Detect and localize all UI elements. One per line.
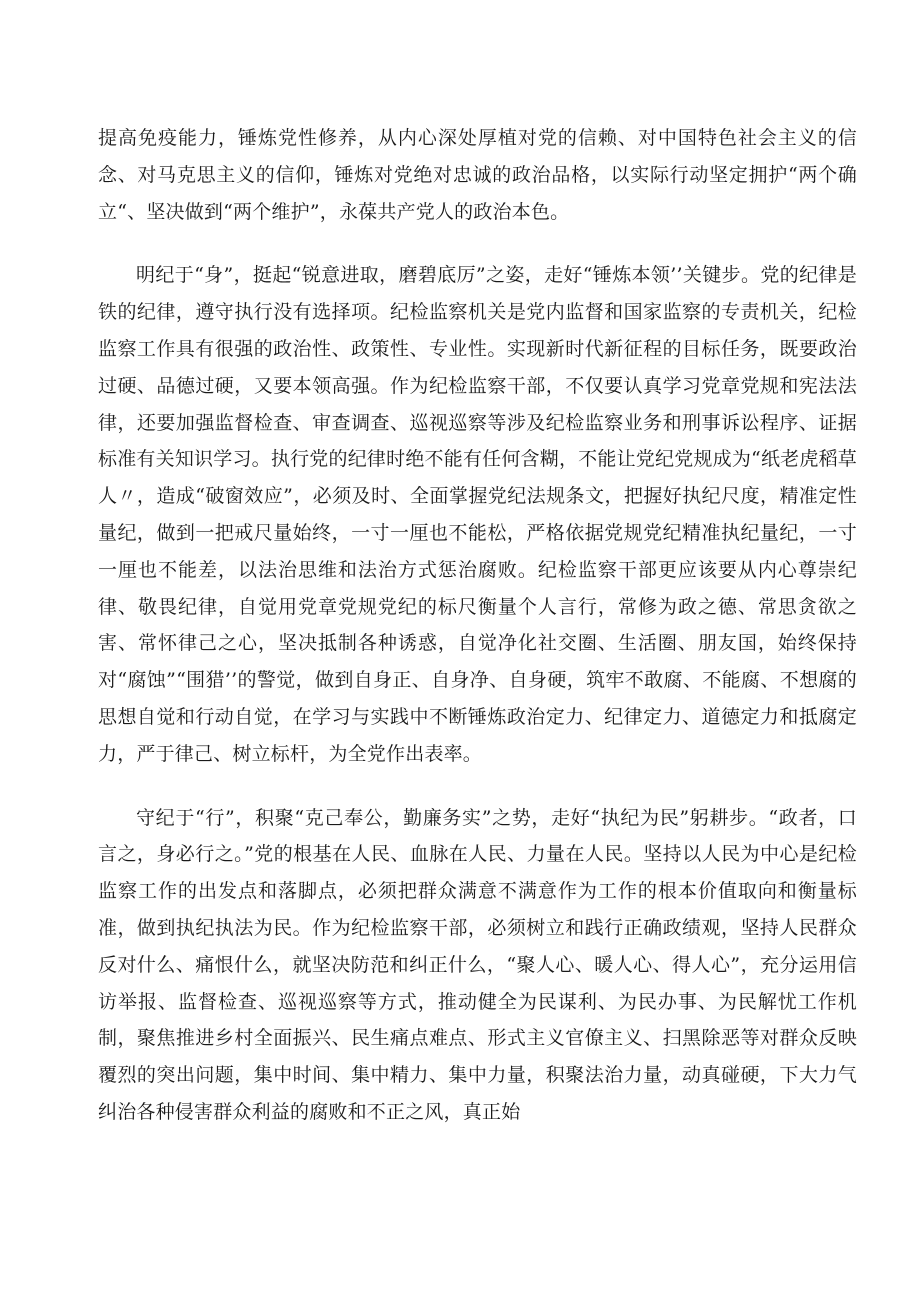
document-body — [98, 120, 857, 1131]
paragraph-2: 明纪于“身”，挺起“锐意进取，磨碧底厉”之姿，走好“锤炼本领’’关键步。党的纪律是铁的纪律，遵守执行没有选择项。纪检监察机关是党内监督和国家监察的专责机关，纪检监察工作具有很强的政治性、政策性、专业性。实现新时代新征程的目标任务，既要政治过硬、品德过硬，又要本领高强。作为纪检监察干部，不仅要认真学习党章党规和宪法法律，还要加强监督检查、审查调查、巡视巡察等涉及纪检监察业务和刑事诉讼程序、证据标准有关知识学习。执行党的纪律时绝不能有任何含糊，不能让党纪党规成为“纸老虎稻草人〃，造成“破窗效应”，必须及时、全面掌握党纪法规条文，把握好执纪尺度，精准定性量纪，做到一把戒尺量始终，一寸一厘也不能松，严格依据党规党纪精准执纪量纪，一寸一厘也不能差，以法治思维和法治方式惩治腐败。纪检监察干部更应该要从内心尊崇纪律、敬畏纪律，自觉用党章党规党纪的标尺衡量个人言行，常修为政之德、常思贪欲之害、常怀律己之心，坚决抵制各种诱惑，自觉净化社交圈、生活圈、朋友国，始终保持对“腐蚀”“围猎’’的警觉，做到自身正、自身净、自身硬，筑牢不敢腐、不能腐、不想腐的思想自觉和行动自觉，在学习与实践中不断锤炼政治定力、纪律定力、道德定力和抵腐定力，严于律己、树立标杆，为全党作出表率。 — [98, 264, 857, 765]
paragraph-3: 守纪于“行”，积聚“克己奉公，勤廉务实”之势，走好“执纪为民”躬耕步。“政者，口言之，身必行之。”党的根基在人民、血脉在人民、力量在人民。坚持以人民为中心是纪检监察工作的出发点和落脚点，必须把群众满意不满意作为工作的根本价值取向和衡量标准，做到执纪执法为民。作为纪检监察干部，必须树立和践行正确政绩观，坚持人民群众反对什么、痛恨什么，就坚决防范和纠正什么，“聚人心、暖人心、得人心”，充分运用信访举报、监督检查、巡视巡察等方式，推动健全为民谋利、为民办事、为民解忧工作机制，聚焦推进乡村全面振兴、民生痛点难点、形式主义官僚主义、扫黑除恶等对群众反映覆烈的突出问题，集中时间、集中精力、集中力量，积聚法治力量，动真碰硬，下大力气纠治各种侵害群众利益的腐败和不正之风，真正始 — [98, 806, 857, 1123]
paragraph-1: 提高免疫能力，锤炼党性修养，从内心深处厚植对党的信赖、对中国特色社会主义的信念、对马克思主义的信仰，锤炼对党绝对忠诚的政治品格，以实际行动坚定拥护“两个确立“、坚决做到“两个维护”，永葆共产党人的政治本色。 — [98, 127, 857, 223]
